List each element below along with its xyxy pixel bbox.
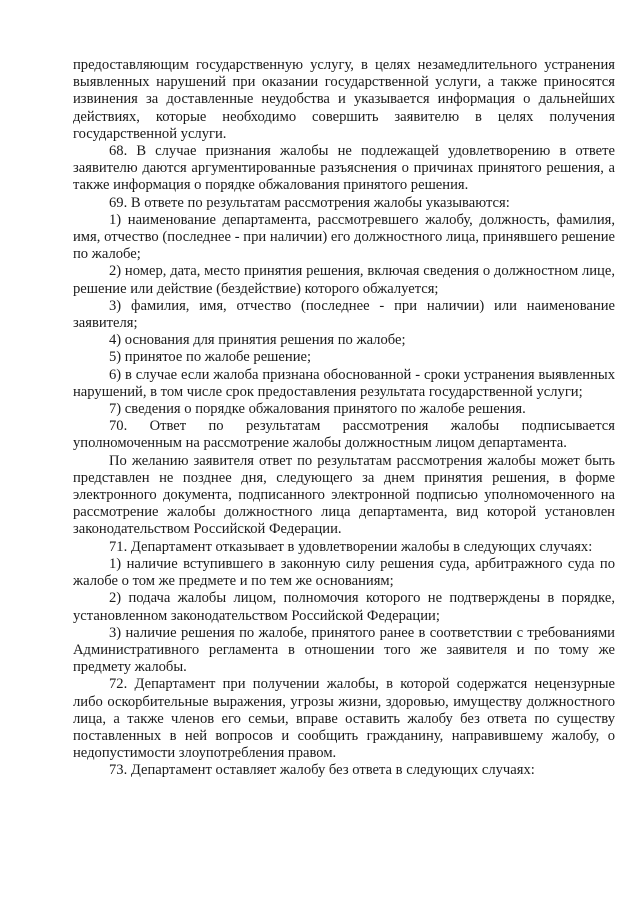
list-item-69-2: 2) номер, дата, место принятия решения, включая сведения о должностном лице, решение или действие (бездействие) которого обжалуется;	[73, 263, 615, 297]
paragraph-68: 68. В случае признания жалобы не подлежащей удовлетворению в ответе заявителю даются аргументированные разъяснения о причинах принятого решения, а также информация о порядке обжалования принятого решения.	[73, 143, 615, 194]
list-item-69-5: 5) принятое по жалобе решение;	[109, 349, 312, 366]
list-item-71-2: 2) подача жалобы лицом, полномочия которого не подтверждены в порядке, установленном законодательством Российской Федерации;	[73, 590, 615, 624]
paragraph-70-electronic: По желанию заявителя ответ по результатам рассмотрения жалобы может быть представлен не позднее дня, следующего за днем принятия решения, в форме электронного документа, подписанного электронной подписью уполномоченного на рассмотрение жалобы должностного лица департамента, вид которой установлен законодательством Российской Федерации.	[73, 452, 615, 538]
list-item-69-6: 6) в случае если жалоба признана обоснованной - сроки устранения выявленных нарушений, в том числе срок предоставления результата государственной услуги;	[73, 366, 615, 400]
list-item-71-1: 1) наличие вступившего в законную силу решения суда, арбитражного суда по жалобе о том же предмете и по тем же основаниям;	[73, 555, 615, 590]
list-item-71-3: 3) наличие решения по жалобе, принятого ранее в соответствии с требованиями Административного регламента в отношении того же заявителя и по тому же предмету жалобы.	[73, 624, 615, 676]
list-item-69-3: 3) фамилия, имя, отчество (последнее - при наличии) или наименование заявителя;	[73, 297, 615, 332]
list-item-69-7: 7) сведения о порядке обжалования принятого по жалобе решения.	[109, 401, 526, 418]
paragraph-71: 71. Департамент отказывает в удовлетворении жалобы в следующих случаях:	[109, 538, 593, 555]
paragraph-70: 70. Ответ по результатам рассмотрения жалобы подписывается уполномоченным на рассмотрение жалобы должностным лицом департамента.	[73, 418, 615, 452]
paragraph-72: 72. Департамент при получении жалобы, в которой содержатся нецензурные либо оскорбительные выражения, угрозы жизни, здоровью, имуществу должностного лица, а также членов его семьи, вправе оставить жалобу без ответа по существу поставленных в ней вопросов и сообщить гражданину, направившему жалобу, о недопустимости злоупотребления правом.	[73, 676, 615, 762]
list-item-69-4: 4) основания для принятия решения по жалобе;	[109, 332, 406, 349]
paragraph-73: 73. Департамент оставляет жалобу без ответа в следующих случаях:	[109, 762, 535, 779]
paragraph-69: 69. В ответе по результатам рассмотрения жалобы указываются:	[109, 194, 510, 211]
list-item-69-1: 1) наименование департамента, рассмотревшего жалобу, должность, фамилия, имя, отчество (последнее - при наличии) его должностного лица, принявшего решение по жалобе;	[73, 211, 615, 263]
paragraph-continuation: предоставляющим государственную услугу, в целях незамедлительного устранения выявленных нарушений при оказании государственной услуги, а также приносятся извинения за доставленные неудобства и указывается информация о дальнейших действиях, которые необходимо совершить заявителю в целях получения государственной услуги.	[73, 57, 615, 142]
